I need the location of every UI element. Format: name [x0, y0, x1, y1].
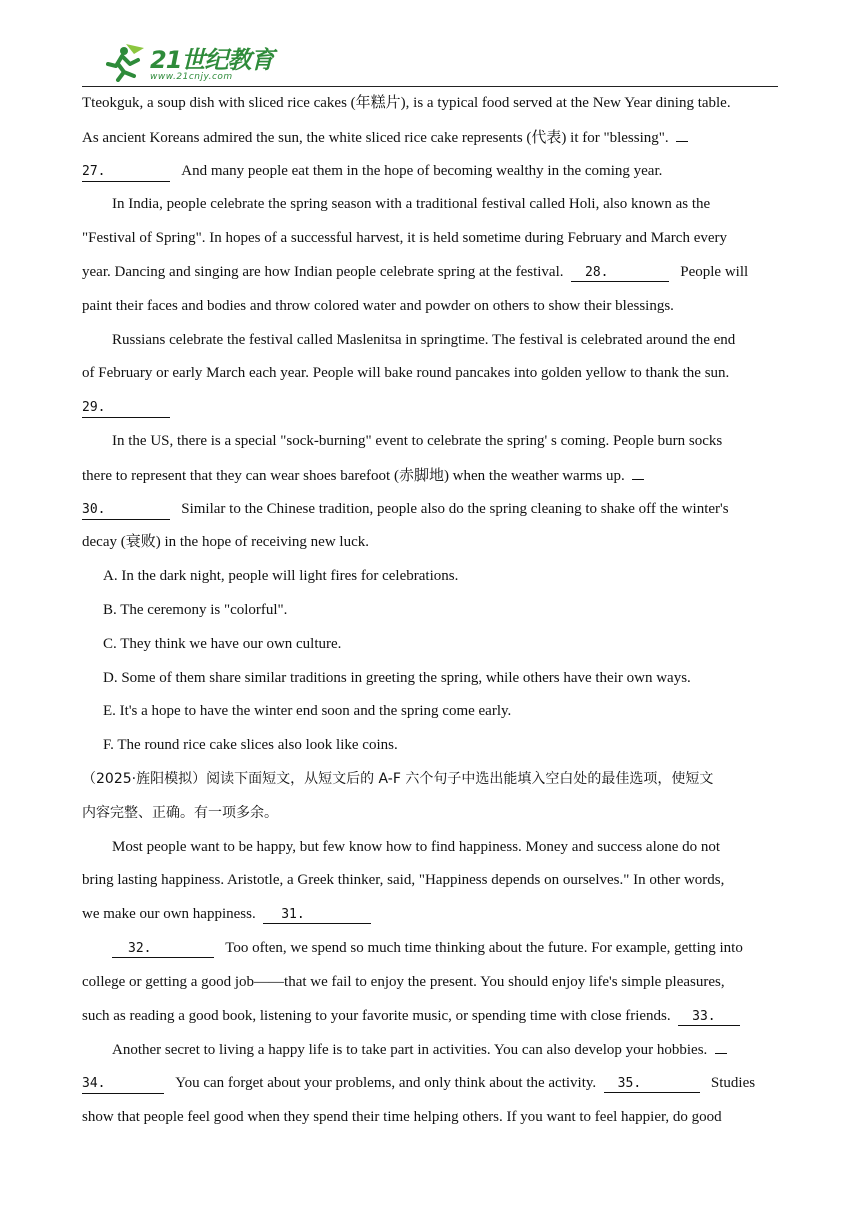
text-line: college or getting a good job——that we fail to enjoy the present. You should enjoy life's simple pleasures,	[82, 973, 725, 990]
text: Similar to the Chinese tradition, people also do the spring cleaning to shake off the winter's	[181, 500, 729, 517]
text: You can forget about your problems, and only think about the activity.	[175, 1075, 597, 1092]
text: we make our own happiness.	[82, 906, 256, 923]
text-line	[82, 1033, 778, 1067]
text-line: Russians celebrate the festival called Maslenitsa in springtime. The festival is celebrated around the end	[112, 331, 736, 348]
text-line	[82, 256, 778, 290]
text-line: Most people want to be happy, but few know how to find happiness. Money and success alone do not	[112, 838, 721, 855]
text-line	[82, 932, 778, 966]
text-line: bring lasting happiness. Aristotle, a Greek thinker, said, "Happiness depends on ourselves." In other words,	[82, 872, 725, 889]
answer-blank-31[interactable]: 31.	[263, 904, 371, 924]
question-instruction: （2025·旌阳模拟）阅读下面短文，从短文后的 A-F 六个句子中选出能填入空白处的最佳选项，使短文	[82, 770, 714, 787]
text-line	[82, 493, 778, 527]
answer-blank-32[interactable]: 32.	[112, 938, 214, 958]
blank-underline	[676, 121, 688, 142]
text-line	[82, 1067, 778, 1101]
text-line	[82, 459, 778, 493]
text: Another secret to living a happy life is to take part in activities. You can also develop your hobbies.	[112, 1042, 708, 1059]
text: there to represent that they can wear shoes barefoot (赤脚地) when the weather warms up.	[82, 467, 625, 484]
question-instruction: 内容完整、正确。有一项多余。	[82, 804, 278, 821]
text-line: In India, people celebrate the spring season with a traditional festival called Holi, also known as the	[112, 196, 711, 213]
passage-content	[82, 87, 778, 1135]
text: such as reading a good book, listening to your favorite music, or spending time with close friends.	[82, 1007, 671, 1024]
text: Too often, we spend so much time thinking about the future. For example, getting into	[225, 939, 743, 956]
text-line	[82, 1000, 778, 1034]
text-line	[82, 121, 778, 155]
option-f: F. The round rice cake slices also look like coins.	[103, 737, 398, 754]
text-line	[82, 391, 778, 425]
text: Studies	[710, 1075, 756, 1092]
text-line: show that people feel good when they spend their time helping others. If you want to feel happier, do good	[82, 1108, 722, 1125]
option-c: C. They think we have our own culture.	[103, 635, 342, 652]
text: And many people eat them in the hope of becoming wealthy in the coming year.	[181, 162, 663, 179]
blank-underline	[715, 1033, 727, 1054]
option-a: A. In the dark night, people will light fires for celebrations.	[103, 568, 459, 585]
text-line: In the US, there is a special "sock-burning" event to celebrate the spring' s coming. People burn socks	[112, 432, 723, 449]
text-line: decay (衰败) in the hope of receiving new luck.	[82, 534, 369, 551]
answer-blank-34[interactable]: 34.	[82, 1073, 164, 1094]
logo-text	[150, 48, 273, 82]
text: year. Dancing and singing are how Indian people celebrate spring at the festival.	[82, 263, 564, 280]
answer-blank-35[interactable]: 35.	[604, 1073, 700, 1093]
option-b: B. The ceremony is "colorful".	[103, 601, 288, 618]
answer-blank-28[interactable]: 28.	[571, 262, 669, 282]
answer-blank-30[interactable]: 30.	[82, 499, 170, 520]
text-line: Tteokguk, a soup dish with sliced rice cakes (年糕片), is a typical food served at the New Year dining table.	[82, 95, 731, 111]
logo-url: www.21cnjy.com	[150, 72, 233, 82]
answer-blank-33[interactable]: 33.	[678, 1006, 740, 1026]
option-e: E. It's a hope to have the winter end soon and the spring come early.	[103, 703, 512, 720]
logo-title: 21世纪教育	[150, 46, 274, 74]
page-header	[82, 38, 778, 87]
text: As ancient Koreans admired the sun, the white sliced rice cake represents (代表) it for "blessing".	[82, 129, 669, 146]
text-line: paint their faces and bodies and throw colored water and powder on others to show their blessings.	[82, 297, 674, 314]
text-line	[82, 155, 778, 189]
logo	[104, 42, 273, 82]
text-line: of February or early March each year. People will bake round pancakes into golden yellow to thank the sun.	[82, 365, 730, 382]
runner-logo-icon	[104, 42, 148, 82]
blank-underline	[632, 459, 644, 480]
text-line: "Festival of Spring". In hopes of a successful harvest, it is held sometime during February and March every	[82, 230, 728, 247]
text: People will	[680, 263, 749, 280]
answer-blank-27[interactable]: 27.	[82, 161, 170, 182]
option-d: D. Some of them share similar traditions in greeting the spring, while others have their own ways.	[103, 669, 691, 686]
answer-blank-29[interactable]: 29.	[82, 397, 170, 418]
text-line	[82, 898, 778, 932]
